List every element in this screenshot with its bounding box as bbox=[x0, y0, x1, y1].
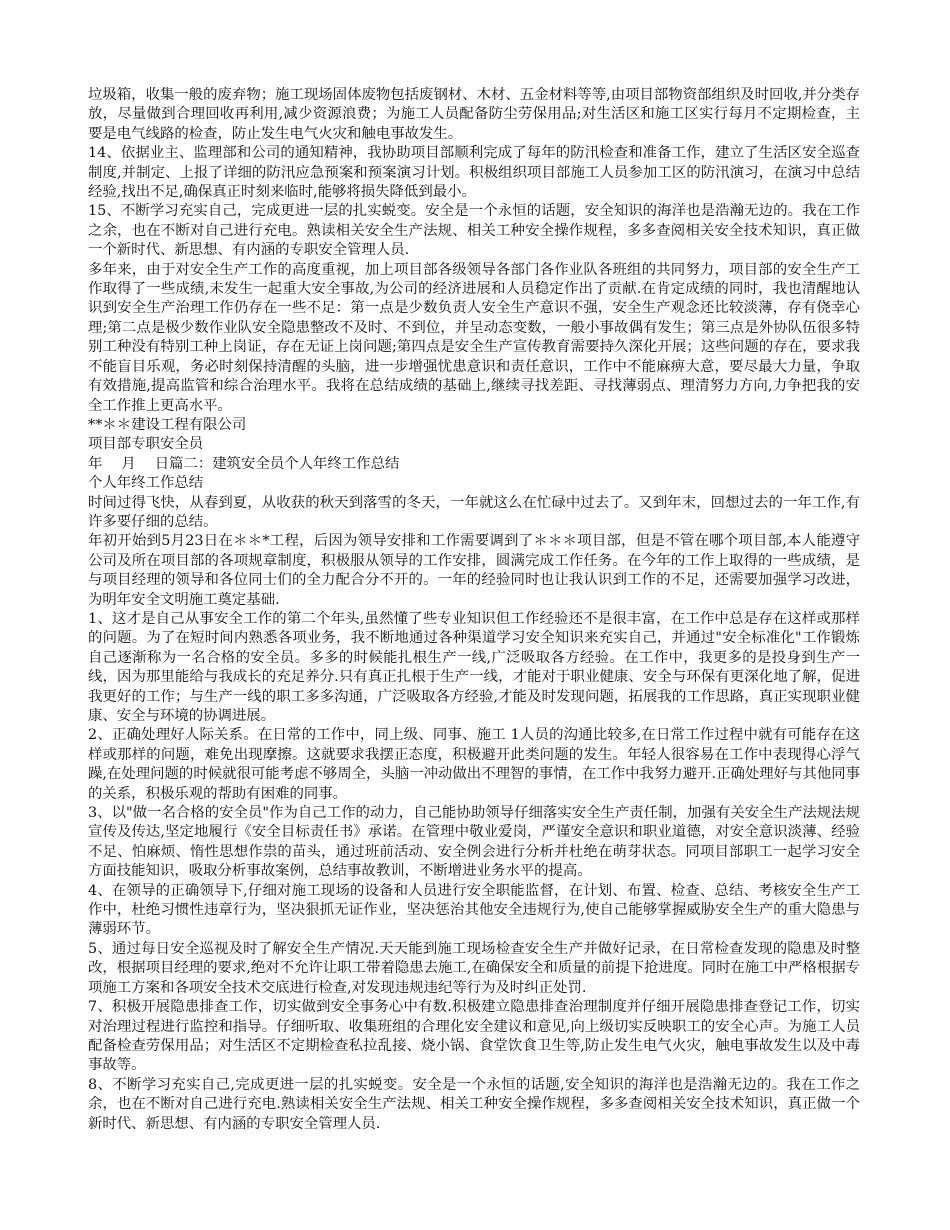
paragraph-year-overview: 年初开始到5月23日在＊＊*工程，后因为领导安排和工作需要调到了＊＊＊项目部，但是不管在哪个项目部,本人能遵守公司及所在项目部的各项规章制度，积极服从领导的工作安排，圆满完成工作任务。在今年的工作上取得的一些成绩，是与项目经理的领导和各位同士们的全力配合分不开的。一年的经验同时也让我认识到工作的不足，还需要加强学习改进，为明年安全文明施工奠定基础. bbox=[88, 533, 860, 608]
paragraph-waste-management: 垃圾箱，收集一般的废弃物；施工现场固体废物包括废钢材、木材、五金材料等等,由项目部物资部组织及时回收,并分类存放，尽量做到合理回收再利用,减少资源浪费；为施工人员配备防尘劳保用品;对生活区和施工区实行每月不定期检查，主要是电气线路的检查，防止发生电气火灾和触电事故发生。 bbox=[88, 87, 860, 142]
paragraph-item-14: 14、依据业主、监理部和公司的通知精神，我协助项目部顺利完成了每年的防汛检查和准备工作，建立了生活区安全巡查制度,并制定、上报了详细的防汛应急预案和预案演习计划。积极组织项目部施工人员参加工区的防汛演习，在演习中总结经验,找出不足,确保真正时刻来临时,能够将损失降低到最小。 bbox=[88, 145, 860, 201]
paragraph-summary: 多年来，由于对安全生产工作的高度重视，加上项目部各级领导各部门各作业队各班组的共同努力，项目部的安全生产工作取得了一些成绩,未发生一起重大安全事故,为公司的经济进展和人员稳定作出了贡献.在肯定成绩的同时，我也清醒地认识到安全生产治理工作仍存在一些不足：第一点是少数负责人安全生产意识不强，安全生产观念还比较淡薄，存有侥幸心理;第二点是极少数作业队安全隐患整改不及时、不到位，并呈动态变数，一般小事故偶有发生；第三点是外协队伍很多特别工种没有特别工种上岗证，存在无证上岗问题;第四点是安全生产宣传教育需要持久深化开展；这些问题的存在，要求我不能盲目乐观，务必时刻保持清醒的头脑，进一步增强忧患意识和责任意识，工作中不能麻痹大意，要尽最大力量，争取有效措施,提高监管和综合治理水平。我将在总结成绩的基础上,继续寻找差距、寻找薄弱点、理清努力方向,力争把我的安全工作推上更高水平。 bbox=[88, 261, 860, 414]
paragraph-item-4: 4、在领导的正确领导下,仔细对施工现场的设备和人员进行安全职能监督，在计划、布置、检查、总结、考核安全生产工作中，杜绝习惯性违章行为，坚决狠抓无证作业，坚决惩治其他安全违规行为,使自己能够掌握威胁安全生产的重大隐患与薄弱环节。 bbox=[88, 882, 860, 938]
section-title: 个人年终工作总结 bbox=[88, 475, 204, 492]
paragraph-item-8: 8、不断学习充实自己,完成更进一层的扎实蜕变。安全是一个永恒的话题,安全知识的海洋也是浩瀚无边的。我在工作之余，也在不断对自己进行充电.熟读相关安全生产法规、相关工种安全操作规程，多多查阅相关安全技术知识，真正做一个新时代、新思想、有内涵的专职安全管理人员. bbox=[88, 1076, 860, 1132]
author-title: 项目部专职安全员 bbox=[88, 436, 204, 453]
paragraph-item-2: 2、正确处理好人际关系。在日常的工作中，同上级、同事、施工 1人员的沟通比较多,在日常工作过程中就有可能存在这样或那样的问题，难免出现摩擦。这就要求我摆正态度，积极避开此类问题的发生。年轻人很容易在工作中表现得心浮气躁,在处理问题的时候就很可能考虑不够周全，头脑一冲动做出不理智的事情，在工作中我努力避开.正确处理好与其他同事的关系，积极乐观的帮助有困难的同事。 bbox=[88, 727, 860, 802]
document-body bbox=[88, 86, 860, 1134]
paragraph-item-7: 7、积极开展隐患排查工作，切实做到安全事务心中有数.积极建立隐患排查治理制度并仔细开展隐患排查登记工作，切实对治理过程进行监控和指导。仔细听取、收集班组的合理化安全建议和意见,向上级切实反映职工的安全心声。为施工人员配备检查劳保用品；对生活区不定期检查私拉乱接、烧小锅、食堂饮食卫生等,防止发生电气火灾，触电事故发生以及中毒事故等。 bbox=[88, 999, 860, 1074]
paragraph-intro: 时间过得飞快，从春到夏，从收获的秋天到落雪的冬天，一年就这么在忙碌中过去了。又到年末，回想过去的一年工作,有许多要仔细的总结。 bbox=[88, 494, 860, 530]
paragraph-item-5: 5、通过每日安全巡视及时了解安全生产情况.天天能到施工现场检查安全生产并做好记录，在日常检查发现的隐患及时整改，根据项目经理的要求,绝对不允许让职工带着隐患去施工,在确保安全和质量的前提下抢进度。同时在施工中严格根据专项施工方案和各项安全技术交底进行检查,对发现违规违纪等行为及时纠正处罚. bbox=[88, 940, 860, 996]
paragraph-item-3: 3、以"做一名合格的安全员"作为自己工作的动力，自己能协助领导仔细落实安全生产责任制，加强有关安全生产法规法规宣传及传达,坚定地履行《安全目标责任书》承诺。在管理中敬业爱岗，严谨安全意识和职业道德，对安全意识淡薄、经验不足、怕麻烦、惰性思想作祟的苗头，通过班前活动、安全例会进行分析并杜绝在萌芽状态。同项目部职工一起学习安全方面技能知识，吸取分析事故案例，总结事故教训，不断增进业务水平的提高。 bbox=[88, 805, 860, 880]
company-signature: **＊＊建设工程有限公司 bbox=[88, 416, 247, 433]
date-and-part-two-heading: 年 月 日篇二：建筑安全员个人年终工作总结 bbox=[88, 455, 400, 472]
paragraph-item-15: 15、不断学习充实自己，完成更进一层的扎实蜕变。安全是一个永恒的话题，安全知识的海洋也是浩瀚无边的。我在工作之余，也在不断对自己进行充电。熟读相关安全生产法规、相关工种安全操作规程，多多查阅相关安全技术知识，真正做一个新时代、新思想、有内涵的专职安全管理人员. bbox=[88, 203, 860, 259]
paragraph-item-1: 1、这才是自己从事安全工作的第二个年头,虽然懂了些专业知识但工作经验还不是很丰富，在工作中总是存在这样或那样的问题。为了在短时间内熟悉各项业务，我不断地通过各种渠道学习安全知识来充实自己，并通过"安全标准化"工作锻炼自己逐渐称为一名合格的安全员。多多的时候能扎根生产一线,广泛吸取各方经验。在工作中，我更多的是投身到生产一线，因为那里能给与我成长的充足养分.只有真正扎根于生产一线，才能对于职业健康、安全与环保有更深化地了解，促进我更好的工作；与生产一线的职工多多沟通，广泛吸取各方经验,才能及时发现问题，拓展我的工作思路，真正实现职业健康、安全与环境的协调进展。 bbox=[88, 610, 860, 724]
